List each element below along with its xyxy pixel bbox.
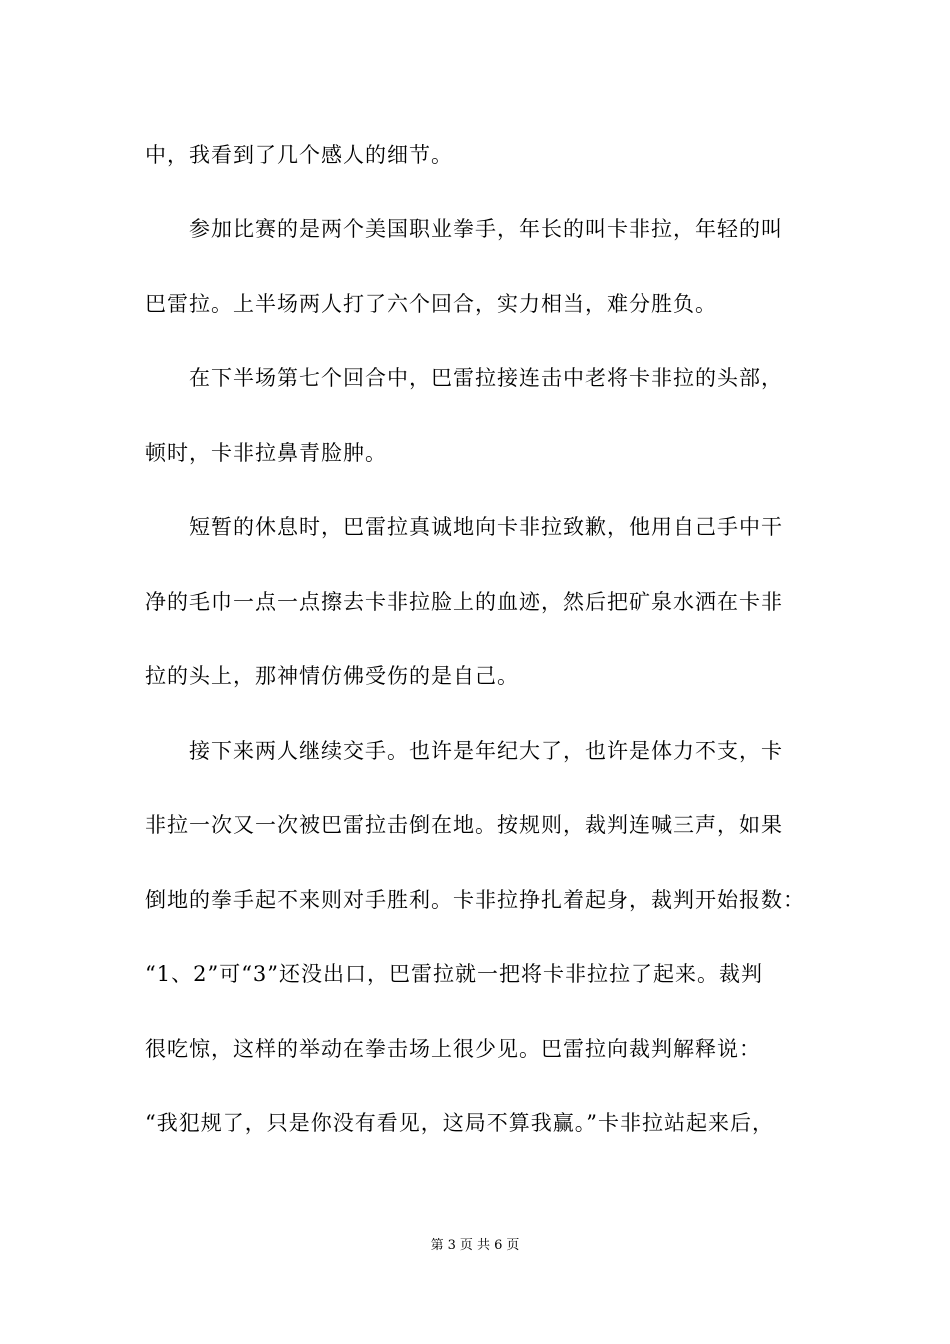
text-line-11: 倒地的拳手起不来则对手胜利。卡非拉挣扎着起身，裁判开始报数： (145, 888, 805, 912)
text-line-3: 巴雷拉。上半场两人打了六个回合，实力相当，难分胜负。 (145, 292, 717, 316)
text-line-2: 参加比赛的是两个美国职业拳手，年长的叫卡非拉，年轻的叫 (189, 217, 783, 241)
text-line-7: 净的毛巾一点一点擦去卡非拉脸上的血迹，然后把矿泉水洒在卡非 (145, 590, 783, 614)
footer-prefix: 第 (430, 1238, 444, 1253)
footer-current-page: 3 (447, 1238, 456, 1253)
text-line-9: 接下来两人继续交手。也许是年纪大了，也许是体力不支，卡 (189, 739, 783, 763)
text-line-14: “我犯规了，只是你没有看见，这局不算我赢。”卡非拉站起来后， (145, 1111, 774, 1135)
footer-suffix: 页 (506, 1238, 520, 1253)
text-line-4: 在下半场第七个回合中，巴雷拉接连击中老将卡非拉的头部， (189, 366, 783, 390)
text-line-12: “1、2”可“3”还没出口，巴雷拉就一把将卡非拉拉了起来。裁判 (145, 962, 764, 986)
text-line-8: 拉的头上，那神情仿佛受伤的是自己。 (145, 664, 519, 688)
text-line-5: 顿时，卡非拉鼻青脸肿。 (145, 441, 387, 465)
text-line-6: 短暂的休息时，巴雷拉真诚地向卡非拉致歉，他用自己手中干 (189, 515, 783, 539)
footer-mid: 页 共 (459, 1238, 491, 1253)
text-line-1: 中，我看到了几个感人的细节。 (145, 143, 453, 167)
page-footer (0, 1237, 950, 1255)
text-line-13: 很吃惊，这样的举动在拳击场上很少见。巴雷拉向裁判解释说： (145, 1037, 761, 1061)
text-line-10: 非拉一次又一次被巴雷拉击倒在地。按规则，裁判连喊三声，如果 (145, 813, 783, 837)
footer-total-pages: 6 (494, 1238, 503, 1253)
